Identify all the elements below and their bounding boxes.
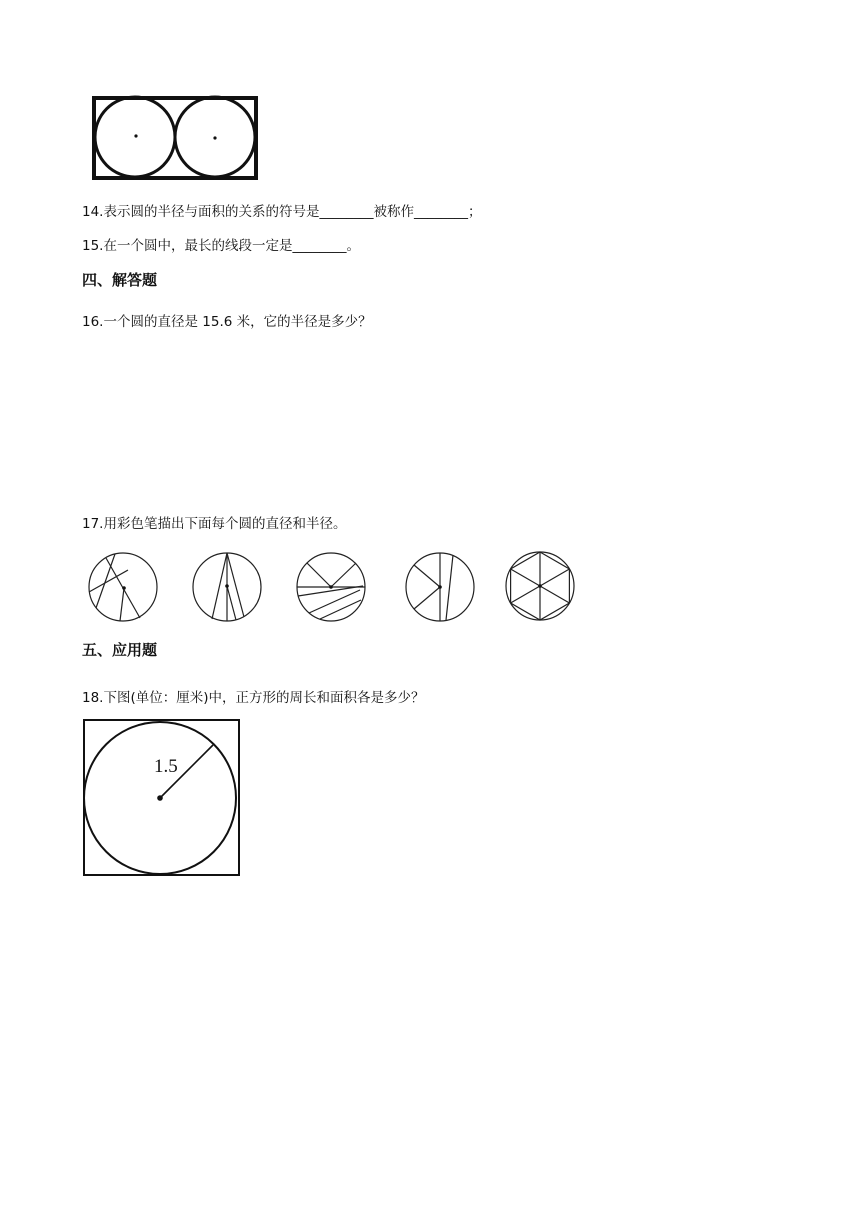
circle-4-radius-a xyxy=(414,565,440,587)
section-heading-4: 四、解答题 xyxy=(82,271,158,289)
circle-figure-2 xyxy=(193,553,261,621)
circle-4-radius-b xyxy=(414,587,440,609)
question-18: 18.下图(单位：厘米)中，正方形的周长和面积各是多少？ xyxy=(82,690,425,706)
figure-two-circles-in-rectangle xyxy=(88,92,262,184)
circle-5-center xyxy=(538,584,542,588)
circle-2-chord-right xyxy=(227,553,244,617)
question-16: 16.一个圆的直径是 15.6 米，它的半径是多少？ xyxy=(82,314,372,330)
circle-figure-1 xyxy=(89,553,157,621)
circle-1-chord-b xyxy=(96,554,115,608)
circle-figure-4 xyxy=(406,553,474,621)
right-center-dot xyxy=(213,136,216,139)
circle-1-center xyxy=(122,586,126,590)
circle-2-radius xyxy=(227,586,236,620)
question-17: 17.用彩色笔描出下面每个圆的直径和半径。 xyxy=(82,516,347,532)
left-center-dot xyxy=(134,134,137,137)
circle-2-center xyxy=(225,584,229,588)
figure-circle-in-square xyxy=(82,718,242,878)
circle-3-center xyxy=(329,585,333,589)
circle-3-radius-b xyxy=(331,563,356,587)
question-15: 15.在一个圆中，最长的线段一定是________。 xyxy=(82,238,360,254)
radius-label: 1.5 xyxy=(154,756,178,777)
circle-figure-5 xyxy=(506,552,574,620)
question-14: 14.表示圆的半径与面积的关系的符号是________被称作________； xyxy=(82,204,482,220)
section-heading-5: 五、应用题 xyxy=(82,641,158,659)
figure-five-circles xyxy=(84,548,584,626)
circle-center-dot xyxy=(157,795,163,801)
circle-figure-3 xyxy=(297,553,365,621)
five-circles-svg xyxy=(84,548,584,626)
circle-3-chord-c xyxy=(320,600,361,619)
circle-4-center xyxy=(438,585,442,589)
circle-in-square-svg xyxy=(82,718,242,878)
circle-2-chord-left xyxy=(212,553,227,619)
circle-1-radius xyxy=(120,588,124,621)
circle-4-chord xyxy=(446,555,453,620)
two-circles-svg xyxy=(88,92,262,184)
circle-3-radius-a xyxy=(307,563,331,587)
